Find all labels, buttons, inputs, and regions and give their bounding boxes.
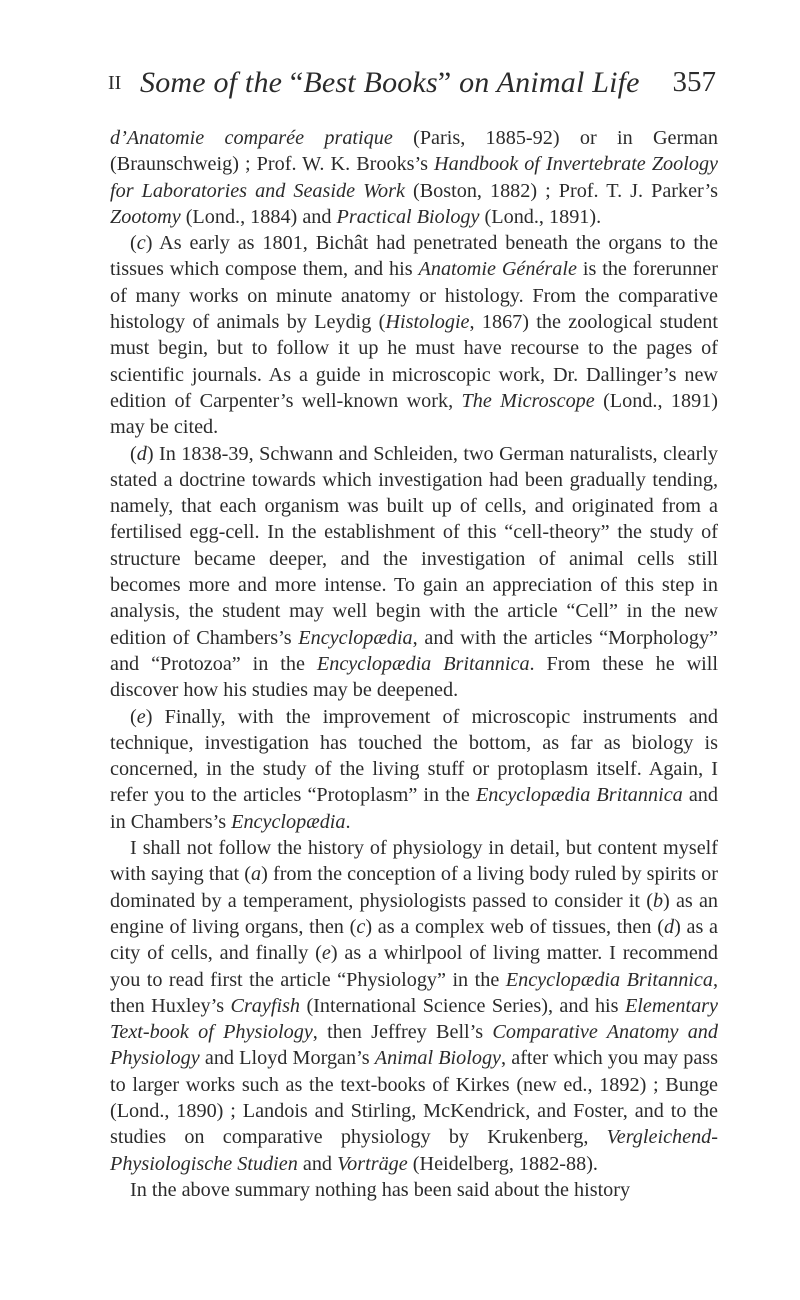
text-run: is the forerunner of many works on minute anatomy or histology. From the comparative histology of animals by Leydig ( <box>110 258 718 334</box>
italic-run: Vergleichend-Physiologische Studien <box>110 1126 718 1175</box>
paragraph <box>110 230 718 440</box>
chapter-numeral: II <box>108 72 122 94</box>
running-title-part: Best Books <box>303 66 438 99</box>
text-run: , after which you may pass to larger works such as the text-books of Kirkes (new ed., 1892) ; Bunge (Lond., 1890) ; Landois and Stirling, McKendrick, and Foster, and to the studies on comparative physiology by Krukenberg, <box>110 1047 719 1149</box>
text-run: ) as a complex web of tissues, then ( <box>365 915 664 938</box>
text-run: I shall not follow the history of physiology in detail, but content myself with saying that ( <box>110 837 718 886</box>
italic-run: Elementary Text-book of Physiology <box>110 994 718 1044</box>
paragraph <box>110 704 718 835</box>
body-text <box>110 125 718 1203</box>
text-run: ) In 1838-39, Schwann and Schleiden, two German naturalists, clearly stated a doctrine towards which investigation had been gradually tending, namely, that each organism was built up of cells, and originated from a fertilised egg-cell. In the establishment of this “cell-theory” the study of structure became deeper, and the investigation of animal cells still becomes more and more intense. To gain an appreciation of this step in analysis, the student may well begin with the article “Cell” in the new edition of Chambers’s <box>110 442 718 649</box>
running-title-part: Some of the <box>140 66 290 99</box>
text-run: (Lond., 1891) may be cited. <box>110 389 718 439</box>
italic-run: c <box>356 915 366 938</box>
text-run: , and with the articles “Morphology” and “Protozoa” in the <box>110 626 719 675</box>
italic-run: Histologie <box>385 311 470 334</box>
text-run: ) as a city of cells, and finally ( <box>110 915 719 965</box>
text-run: ( <box>130 442 137 465</box>
page-number: 357 <box>672 66 716 98</box>
italic-run: e <box>136 705 146 728</box>
text-run: ( <box>130 705 137 728</box>
italic-run: d’Anatomie comparée pratique <box>110 127 393 149</box>
text-run: (Boston, 1882) ; Prof. T. J. Parker’s <box>404 179 718 202</box>
italic-run: Comparative Anatomy and Physiology <box>110 1021 718 1070</box>
italic-run: Encyclopædia Britannica <box>475 784 683 807</box>
italic-run: Crayfish <box>230 994 301 1017</box>
italic-run: Encyclopædia <box>231 810 346 833</box>
italic-run: The Microscope <box>461 389 595 412</box>
paragraph <box>110 441 718 704</box>
italic-run: d <box>136 442 147 465</box>
text-run: , then Huxley’s <box>110 968 718 1017</box>
italic-run: d <box>663 915 675 938</box>
text-run: (Lond., 1891). <box>479 205 602 228</box>
italic-run: c <box>136 232 146 255</box>
text-run: . From these he will discover how his studies may be deepened. <box>110 652 718 702</box>
text-run: In the above summary nothing has been said about the history <box>130 1178 631 1201</box>
italic-run: Encyclopædia Britannica <box>505 968 713 991</box>
text-run: ) as an engine of living organs, then ( <box>110 889 719 938</box>
text-run: ) from the conception of a living body ruled by spirits or dominated by a temperament, physiologists passed to consider it ( <box>110 863 718 912</box>
text-run: and <box>297 1152 338 1175</box>
text-run: ) as a whirlpool of living matter. I recommend you to read first the article “Physiology” in the <box>110 942 718 991</box>
running-title-close-quote: ” <box>437 66 452 99</box>
text-run: , 1867) the zoological student must begin, but to follow it up he must have recourse to the pages of scientific journals. As a guide in microscopic work, Dr. Dallinger’s new edition of Carpenter’s well-known work, <box>110 311 718 412</box>
italic-run: Vorträge <box>337 1152 408 1175</box>
italic-run: Anatomie Générale <box>418 258 577 281</box>
text-run: (International Science Series), and his <box>300 994 625 1017</box>
italic-run: Practical Biology <box>336 205 480 228</box>
paragraph <box>110 1177 718 1203</box>
text-run: . <box>345 810 351 833</box>
italic-run: Encyclopædia Britannica <box>316 652 530 675</box>
text-run: and in Chambers’s <box>110 784 718 833</box>
running-title-open-quote: “ <box>289 66 304 99</box>
text-run: and Lloyd Morgan’s <box>199 1047 375 1070</box>
italic-run: e <box>321 942 331 965</box>
text-run: ( <box>130 232 137 255</box>
italic-run: Zootomy <box>110 205 181 228</box>
running-title <box>140 66 640 100</box>
text-run: (Heidelberg, 1882-88). <box>407 1152 598 1175</box>
text-run: ) As early as 1801, Bichât had penetrated beneath the organs to the tissues which compose them, and his <box>110 232 718 281</box>
italic-run: Handbook of Invertebrate Zoology for Laboratories and Seaside Work <box>110 153 718 202</box>
running-title-part: on Animal Life <box>451 66 640 99</box>
text-run: ) Finally, with the improvement of microscopic instruments and technique, investigation has touched the bottom, as far as biology is concerned, in the study of the living stuff or protoplasm itself. Again, I refer you to the articles “Protoplasm” in the <box>110 705 718 807</box>
italic-run: a <box>251 863 262 886</box>
italic-run: b <box>652 889 664 912</box>
running-head <box>108 68 716 112</box>
text-run: (Lond., 1884) and <box>180 205 337 228</box>
italic-run: Animal Biology <box>374 1047 502 1070</box>
text-run: , then Jeffrey Bell’s <box>312 1021 493 1044</box>
paragraph <box>110 835 718 1177</box>
text-run: (Paris, 1885-92) or in German (Braunschweig) ; Prof. W. K. Brooks’s <box>110 127 718 176</box>
italic-run: Encyclopædia <box>298 626 413 649</box>
paragraph <box>110 125 718 230</box>
